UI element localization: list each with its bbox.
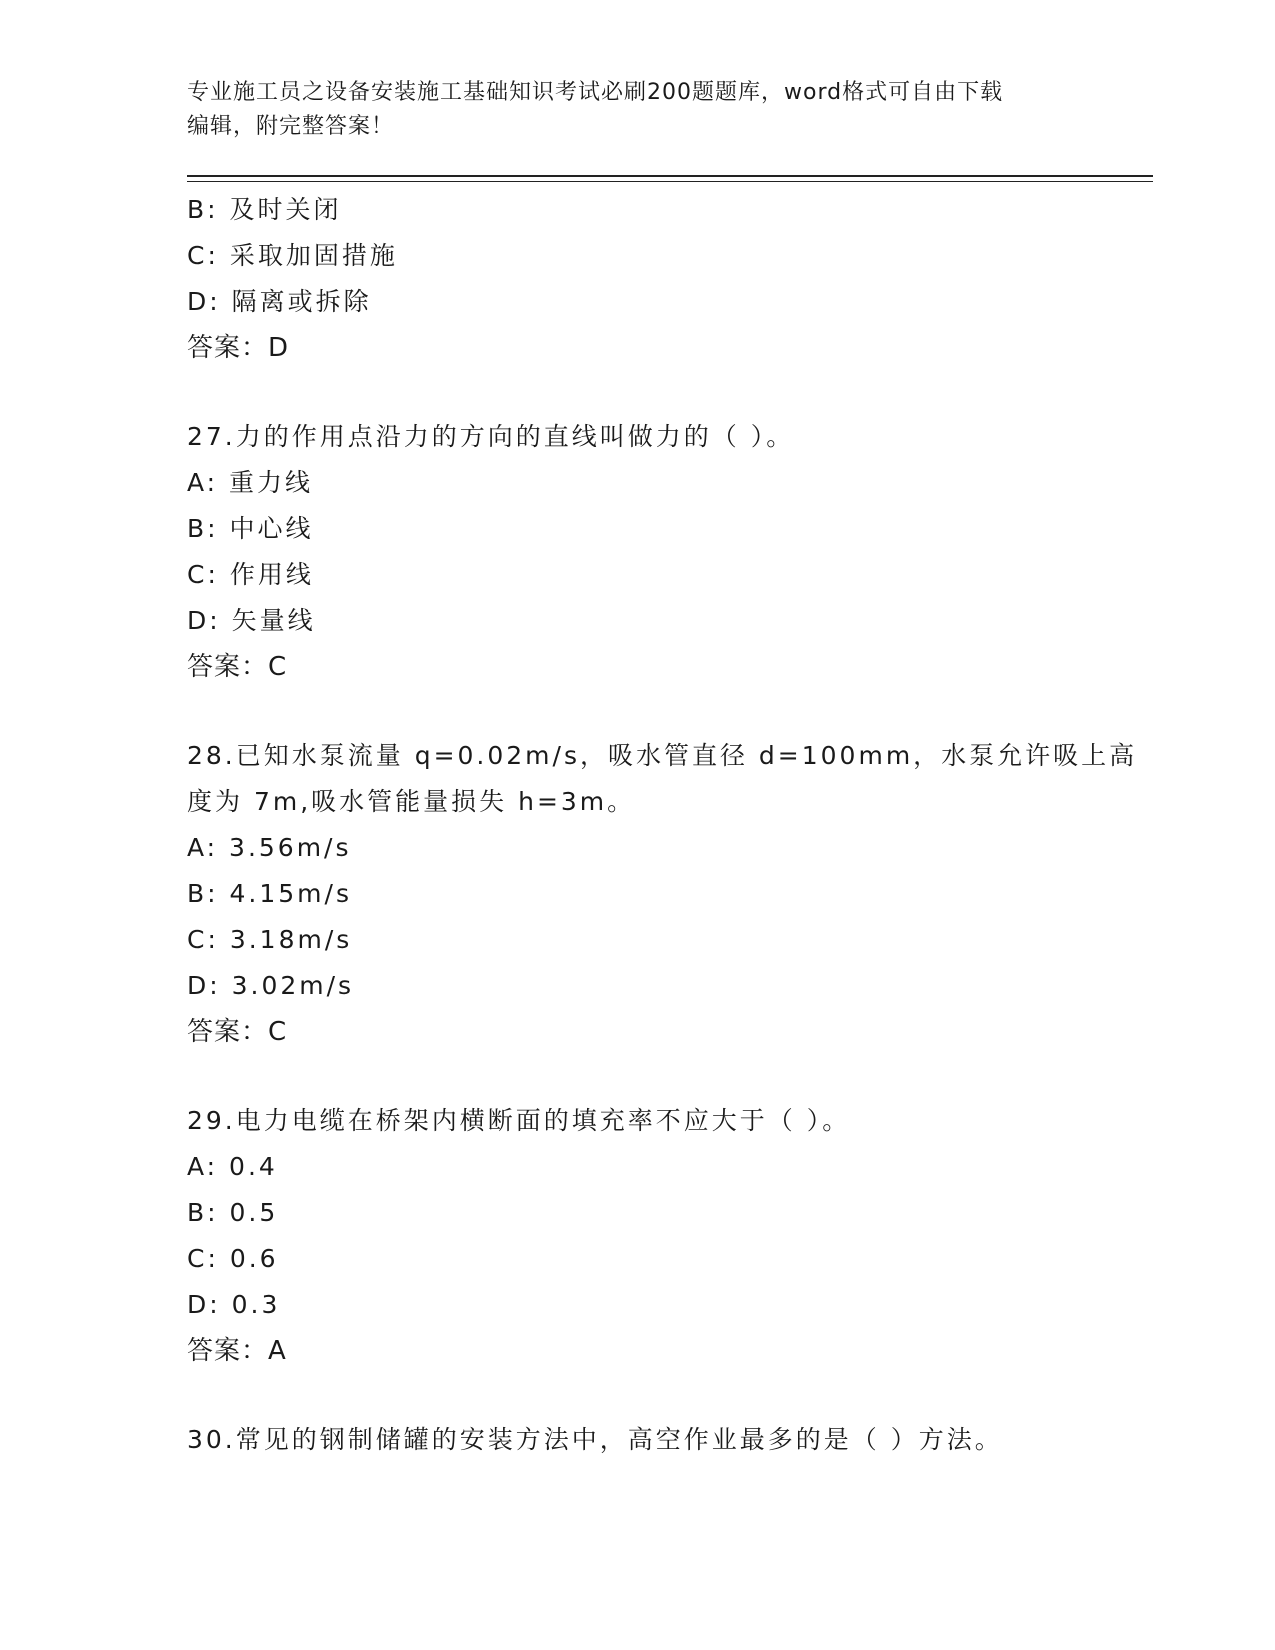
spacer: [187, 690, 1087, 733]
option-a: A: 0.4: [187, 1152, 278, 1181]
option-b: B: 中心线: [187, 514, 314, 543]
question-30: [187, 1417, 1087, 1463]
option-c: C: 0.6: [187, 1244, 279, 1273]
page-header: [187, 76, 1087, 144]
option-d: D: 矢量线: [187, 606, 316, 635]
spacer: [187, 1374, 1087, 1417]
header-divider-thin: [187, 181, 1153, 182]
spacer: [187, 1055, 1087, 1098]
header-title-line-2: 编辑，附完整答案！: [187, 114, 395, 139]
option-b: B: 4.15m/s: [187, 879, 352, 908]
header-divider-thick: [187, 175, 1153, 177]
option-c: C: 3.18m/s: [187, 925, 353, 954]
answer-line: 答案：C: [187, 652, 288, 682]
option-c: C: 作用线: [187, 560, 314, 589]
question-list: [187, 187, 1138, 1463]
answer-line: 答案：C: [187, 1017, 288, 1047]
option-d: D: 隔离或拆除: [187, 287, 372, 316]
question-26: [187, 187, 1087, 371]
option-d: D: 0.3: [187, 1290, 281, 1319]
question-29: [187, 1098, 1087, 1374]
question-stem: 27.力的作用点沿力的方向的直线叫做力的（ ）。: [187, 422, 795, 451]
option-d: D: 3.02m/s: [187, 971, 355, 1000]
option-a: A: 3.56m/s: [187, 833, 352, 862]
question-stem-line-1: 28.已知水泵流量 q=0.02m/s，吸水管直径 d=100mm，水泵允许吸上高: [187, 741, 1138, 770]
option-b: B: 及时关闭: [187, 195, 342, 224]
answer-line: 答案：A: [187, 1336, 287, 1366]
spacer: [187, 371, 1087, 414]
option-c: C: 采取加固措施: [187, 241, 398, 270]
header-title-line-1: 专业施工员之设备安装施工基础知识考试必刷200题题库，word格式可自由下载: [187, 80, 1004, 105]
option-a: A: 重力线: [187, 468, 314, 497]
question-stem: 29.电力电缆在桥架内横断面的填充率不应大于（ ）。: [187, 1106, 851, 1135]
question-stem: 30.常见的钢制储罐的安装方法中，高空作业最多的是（ ）方法。: [187, 1425, 1003, 1454]
answer-line: 答案：D: [187, 333, 290, 363]
question-stem-line-2: 度为 7m,吸水管能量损失 h=3m。: [187, 787, 636, 816]
option-b: B: 0.5: [187, 1198, 279, 1227]
question-28: [187, 733, 1138, 1055]
question-27: [187, 414, 1087, 690]
